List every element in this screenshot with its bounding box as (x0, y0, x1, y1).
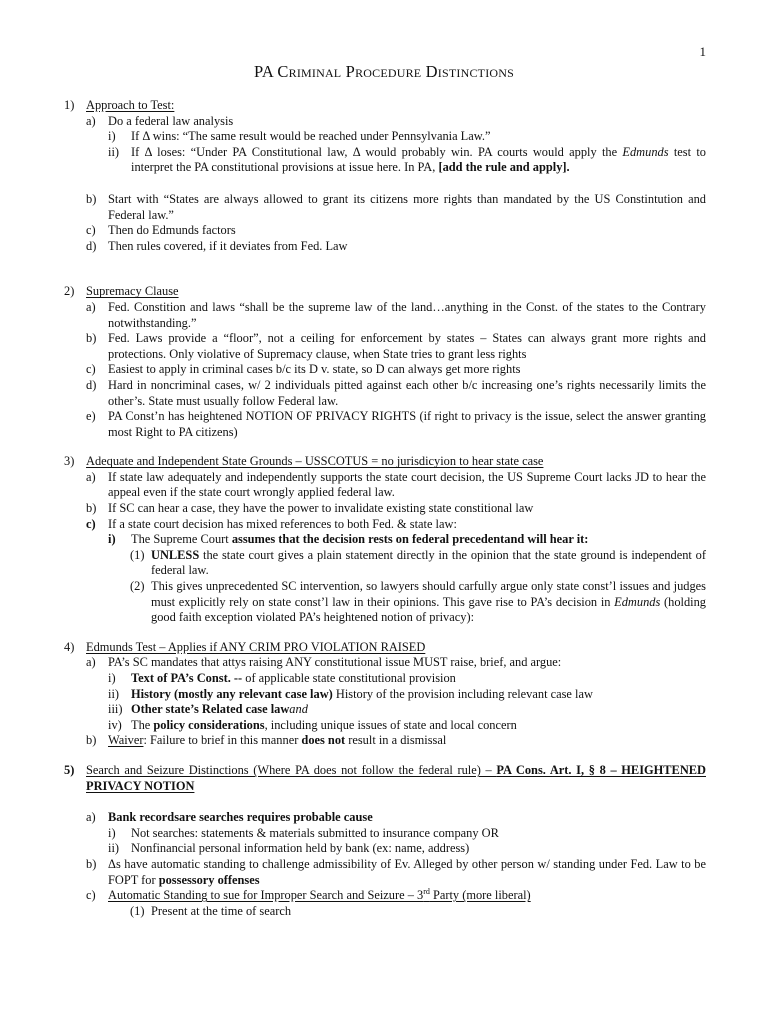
list-item: b) Start with “States are always allowed to grant its citizens more rights than mandated by the US Constintution and Federal law.” (86, 191, 706, 222)
list-item: ii) If Δ loses: “Under PA Constitutional law, Δ would probably win. PA courts would apply the Edmunds test to interpret the PA constitutional provisions at issue here. In PA, [add the rule and apply]. (108, 144, 706, 175)
list-item: iv) The policy considerations, including unique issues of state and local concern (108, 717, 517, 732)
list-item: i) If Δ wins: “The same result would be reached under Pennsylvania Law.” (108, 129, 491, 144)
list-item: i) Not searches: statements & materials submitted to insurance company OR (108, 825, 499, 840)
list-item: c) Easiest to apply in criminal cases b/c its D v. state, so D can always get more rights (86, 362, 521, 377)
list-item: b) If SC can hear a case, they have the power to invalidate existing state constitional law (86, 501, 534, 516)
list-item: i) Text of PA’s Const. -- of applicable state constitutional provision (108, 671, 456, 685)
list-item: d) Then rules covered, if it deviates from Fed. Law (86, 238, 348, 253)
list-item: (2) This gives unprecedented SC intervention, so lawyers should carfully argue only state const’l issues and judges must explicitly rely on state const’l law in their opinions. This gave rise to PA’s decision in Edmunds (holding good faith exception violated PA’s heightened notion of privacy): (130, 579, 706, 625)
list-item: i) The Supreme Court assumes that the decision rests on federal precedentand will hear it: (108, 532, 589, 547)
list-item: ii) Nonfinancial personal information held by bank (ex: name, address) (108, 841, 470, 856)
list-item: a) If state law adequately and independently supports the state court decision, the US Supreme Court lacks JD to hear the appeal even if the state court wrongly applied federal law. (86, 469, 706, 500)
list-item: d) Hard in noncriminal cases, w/ 2 individuals pitted against each other b/c increasing one’s rights necessarily limits the other’s. State must usually follow Federal law. (86, 377, 706, 408)
list-item: a) Do a federal law analysis (86, 113, 234, 128)
document-body (64, 98, 706, 919)
section-heading: 3) Adequate and Independent State Grounds – USSCOTUS = no jurisdicyion to hear state case (64, 454, 544, 469)
list-item: a) PA’s SC mandates that attys raising ANY constitutional issue MUST raise, brief, and argue: (86, 655, 562, 670)
list-item: c) If a state court decision has mixed references to both Fed. & state law: (86, 516, 457, 531)
list-item: ii) History (mostly any relevant case law) History of the provision including relevant case law (108, 686, 593, 701)
list-item: a) Fed. Constition and laws “shall be the supreme law of the land…anything in the Const. of the states to the Contrary notwithstanding.” (86, 299, 706, 330)
page-number: 1 (699, 44, 706, 59)
list-item: c) Automatic Standing to sue for Improper Search and Seizure – 3rd Party (more liberal) (86, 887, 531, 903)
list-item: b) Δs have automatic standing to challenge admissibility of Ev. Alleged by other person w/ standing under Fed. Law to be FOPT for possessory offenses (86, 856, 706, 887)
list-item: c) Then do Edmunds factors (86, 223, 236, 238)
section-heading: 5) Search and Seizure Distinctions (Where PA does not follow the federal rule) – PA Cons. Art. I, § 8 – HEIGHTENED PRIVACY NOTION (64, 762, 706, 793)
section-heading: 2) Supremacy Clause (64, 284, 179, 299)
list-item: iii) Other state’s Related case lawand (108, 702, 308, 717)
list-item: b) Waiver: Failure to brief in this manner does not result in a dismissal (86, 733, 447, 748)
page-title: PA Criminal Procedure Distinctions (254, 62, 514, 81)
section-heading: 4) Edmunds Test – Applies if ANY CRIM PRO VIOLATION RAISED (64, 639, 426, 654)
list-item: (1) UNLESS the state court gives a plain statement directly in the opinion that the state ground is independent of federal law. (130, 547, 706, 578)
list-item: a) Bank recordsare searches requires probable cause (86, 810, 373, 825)
list-item: e) PA Const’n has heightened NOTION OF PRIVACY RIGHTS (if right to privacy is the issue, select the answer granting most Right to PA citizens) (86, 409, 706, 439)
list-item: (1) Present at the time of search (130, 903, 292, 918)
section-heading: 1) Approach to Test: (64, 98, 175, 112)
list-item: b) Fed. Laws provide a “floor”, not a ceiling for enforcement by states – States can always grant more rights and protections. Only violative of Supremacy clause, when State tries to grant less rights (86, 331, 706, 361)
